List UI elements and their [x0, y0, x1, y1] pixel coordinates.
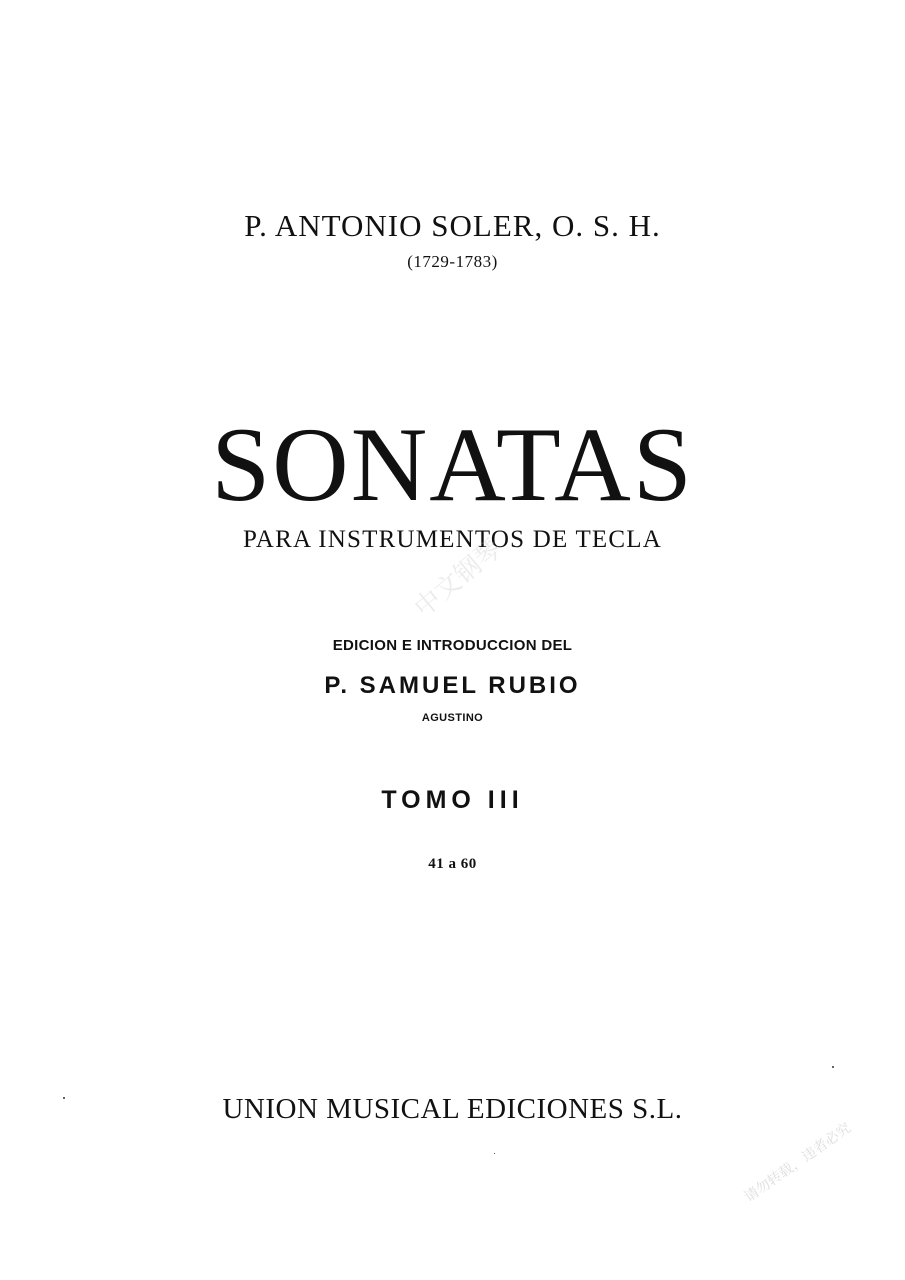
page-title: SONATAS: [211, 406, 694, 523]
sonata-range: 41 a 60: [428, 856, 477, 872]
scan-speck: [494, 1153, 495, 1154]
composer-dates: (1729-1783): [407, 252, 498, 271]
scan-speck: [63, 1097, 65, 1099]
volume-label: TOMO III: [381, 786, 524, 814]
editor-order: AGUSTINO: [421, 712, 484, 724]
watermark-center: 中文钢琴: [408, 533, 508, 624]
editor-name: P. SAMUEL RUBIO: [324, 672, 581, 699]
watermark-corner: 请勿转载，违者必究: [741, 1120, 855, 1206]
edition-intro: EDICION E INTRODUCCION DEL: [332, 637, 573, 654]
publisher-name: UNION MUSICAL EDICIONES S.L.: [222, 1093, 683, 1125]
page-subtitle: PARA INSTRUMENTOS DE TECLA: [243, 526, 662, 553]
composer-name: P. ANTONIO SOLER, O. S. H.: [244, 208, 661, 243]
scan-speck: [832, 1066, 834, 1068]
